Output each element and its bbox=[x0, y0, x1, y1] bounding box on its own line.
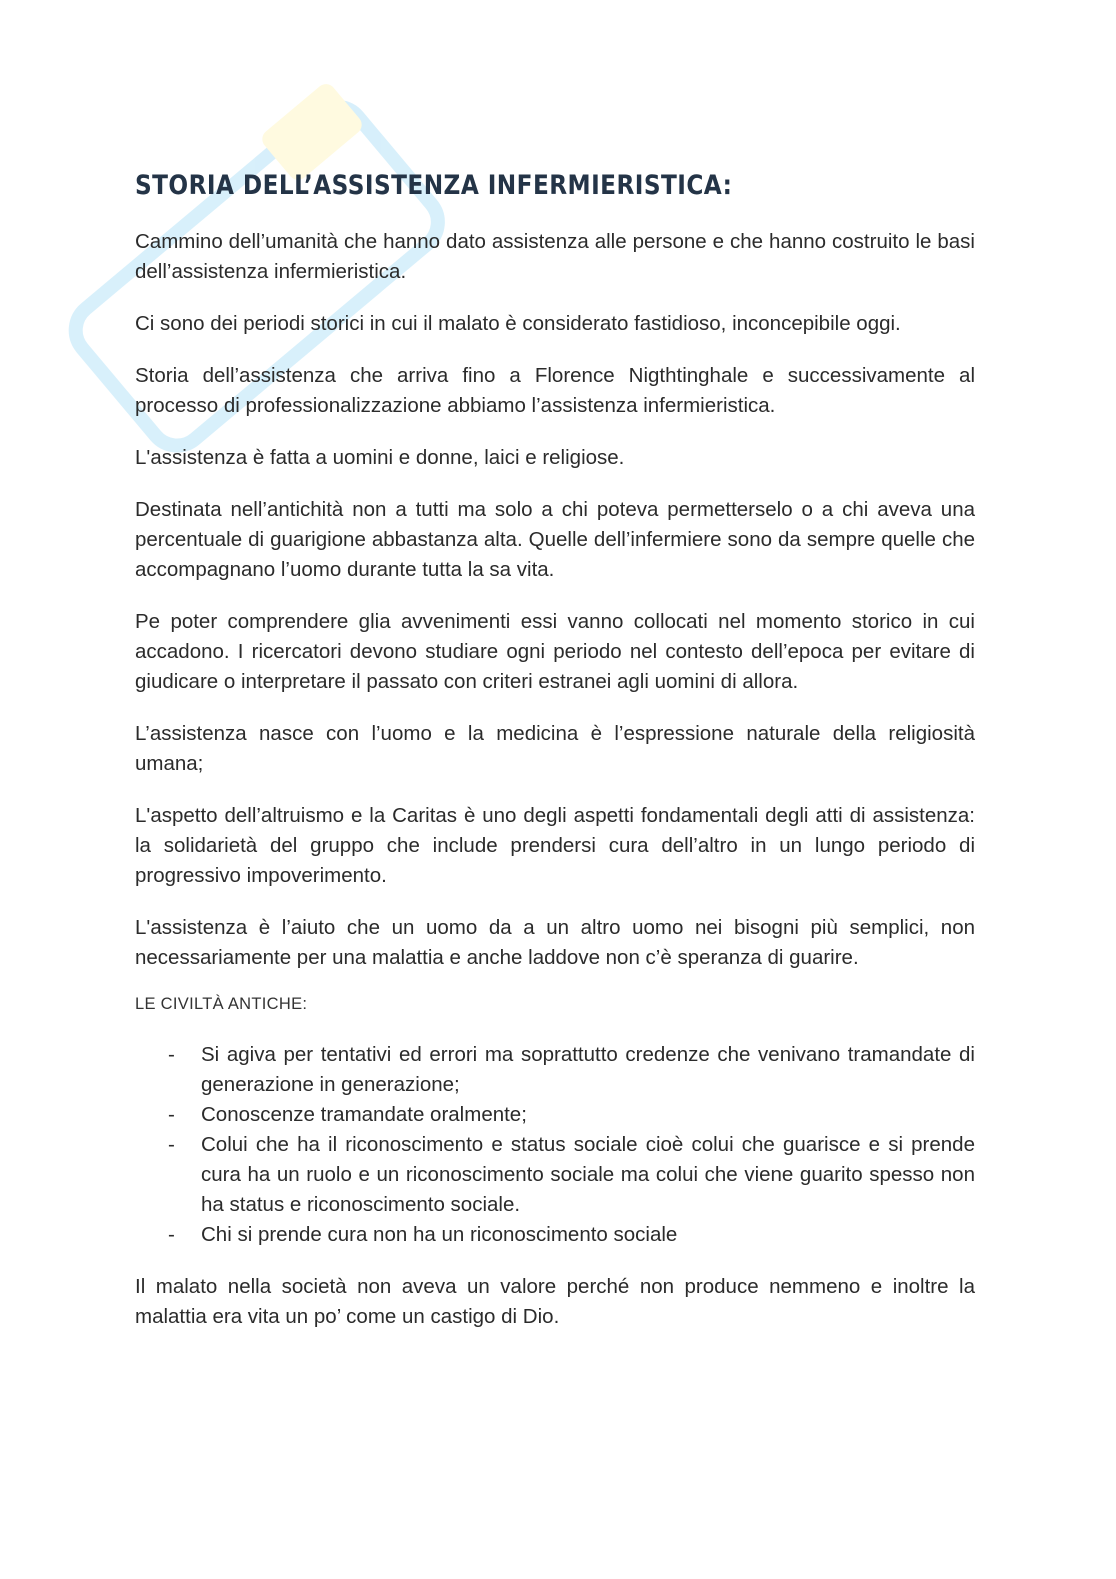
paragraph: L'assistenza è fatta a uomini e donne, laici e religiose. bbox=[135, 446, 625, 469]
list-item bbox=[135, 1130, 975, 1220]
list-item-text: Si agiva per tentativi ed errori ma soprattutto credenze che venivano tramandate di generazione in generazione; bbox=[201, 1043, 975, 1096]
list-item bbox=[135, 1220, 975, 1250]
list-item-text: Colui che ha il riconoscimento e status sociale cioè colui che guarisce e si prende cura ha un ruolo e un riconoscimento sociale ma colui che viene guarito spesso non ha status e riconoscimento sociale. bbox=[201, 1133, 975, 1216]
document-page bbox=[135, 170, 975, 1354]
closing-paragraph: Il malato nella società non aveva un valore perché non produce nemmeno e inoltre la malattia era vita un po’ come un castigo di Dio. bbox=[135, 1275, 975, 1328]
paragraph: Destinata nell’antichità non a tutti ma solo a chi poteva permetterselo o a chi aveva una percentuale di guarigione abbastanza alta. Quelle dell’infermiere sono da sempre quelle che accompagnano l’uomo durante tutta la sa vita. bbox=[135, 498, 975, 581]
paragraph: Ci sono dei periodi storici in cui il malato è considerato fastidioso, inconcepibile oggi. bbox=[135, 312, 901, 335]
bullet-dash: - bbox=[168, 1133, 175, 1156]
paragraph: L'assistenza è l’aiuto che un uomo da a un altro uomo nei bisogni più semplici, non necessariamente per una malattia e anche laddove non c’è speranza di guarire. bbox=[135, 916, 975, 969]
list-item-text: Chi si prende cura non ha un riconoscimento sociale bbox=[201, 1223, 678, 1246]
list-item-text: Conoscenze tramandate oralmente; bbox=[201, 1103, 527, 1126]
document-title: STORIA DELL’ASSISTENZA INFERMIERISTICA: bbox=[135, 170, 733, 201]
paragraph: Cammino dell’umanità che hanno dato assistenza alle persone e che hanno costruito le basi dell’assistenza infermieristica. bbox=[135, 230, 975, 283]
bullet-dash: - bbox=[168, 1223, 175, 1246]
list-item bbox=[135, 1100, 975, 1130]
paragraph: L’assistenza nasce con l’uomo e la medicina è l’espressione naturale della religiosità umana; bbox=[135, 722, 975, 775]
bullet-dash: - bbox=[168, 1043, 175, 1066]
list-item bbox=[135, 1040, 975, 1100]
paragraph: Pe poter comprendere glia avvenimenti essi vanno collocati nel momento storico in cui accadono. I ricercatori devono studiare ogni periodo nel contesto dell’epoca per evitare di giudicare o interpretare il passato con criteri estranei agli uomini di allora. bbox=[135, 610, 975, 693]
paragraph: L'aspetto dell’altruismo e la Caritas è uno degli aspetti fondamentali degli atti di assistenza: la solidarietà del gruppo che include prendersi cura dell’altro in un lungo periodo di progressivo impoverimento. bbox=[135, 804, 975, 887]
section-heading: LE CIVILTÀ ANTICHE: bbox=[135, 995, 308, 1013]
paragraph: Storia dell’assistenza che arriva fino a Florence Nigthtinghale e successivamente al processo di professionalizzazione abbiamo l’assistenza infermieristica. bbox=[135, 364, 975, 417]
bullet-list bbox=[135, 1040, 975, 1250]
bullet-dash: - bbox=[168, 1103, 175, 1126]
